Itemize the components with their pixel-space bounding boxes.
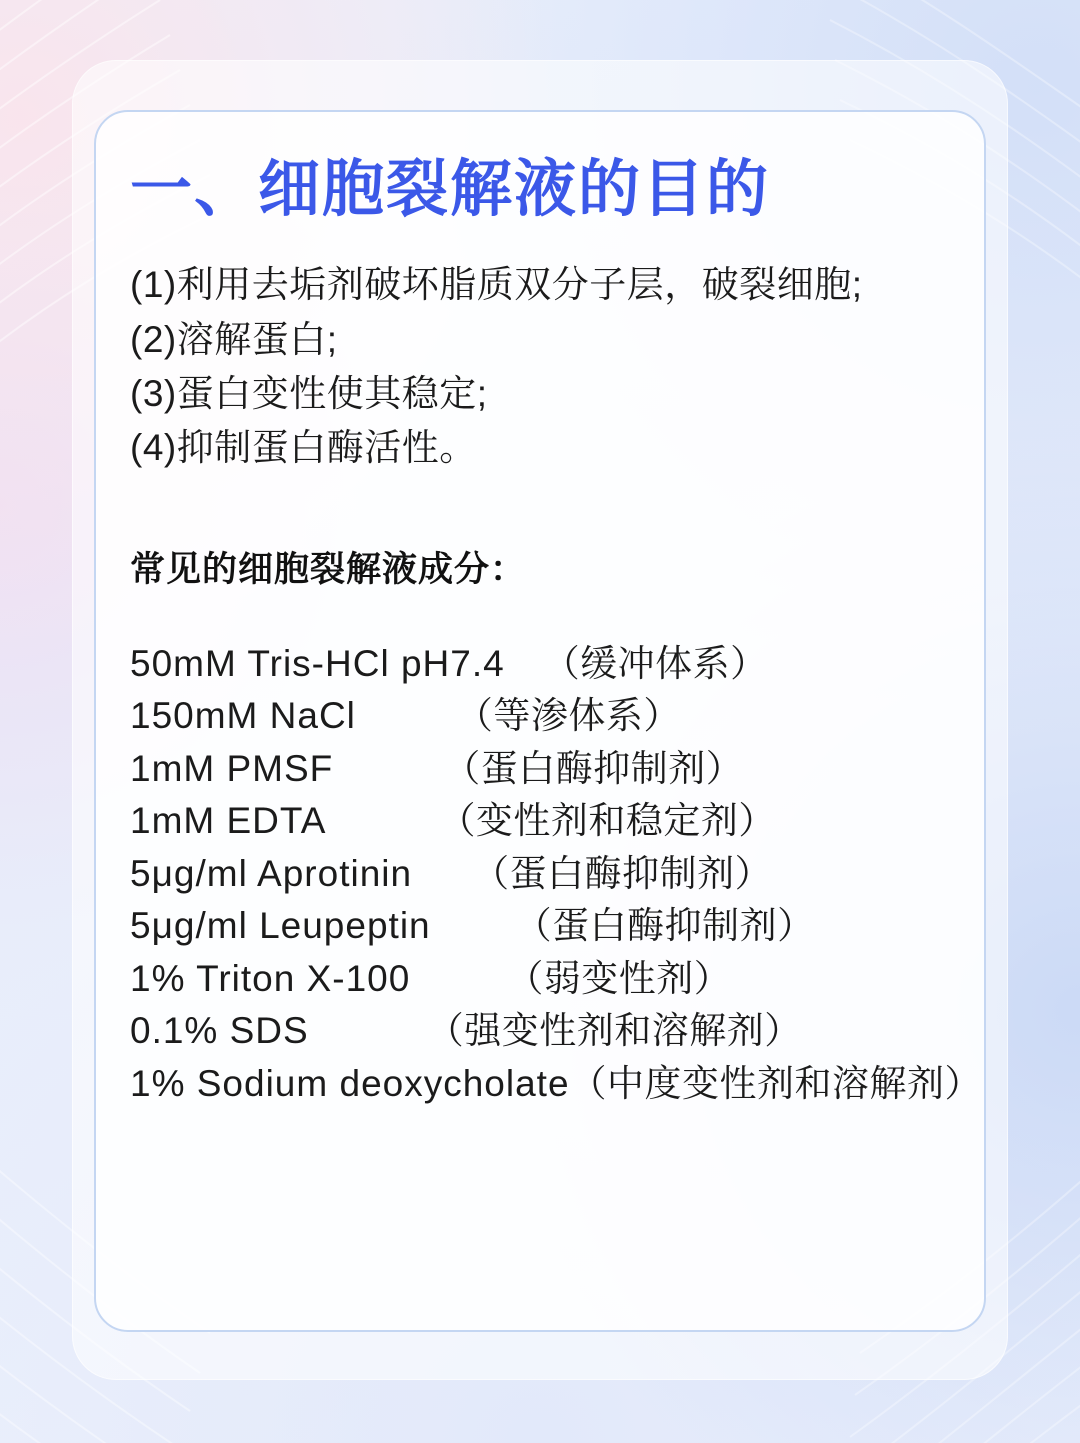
component-name: 50mM Tris-HCl pH7.4 (130, 642, 505, 684)
component-note: （强变性剂和溶解剂） (426, 1010, 802, 1052)
list-item: (1)利用去垢剂破坏脂质双分子层，破裂细胞; (130, 264, 863, 306)
list-item: (3)蛋白变性使其稳定; (130, 372, 488, 414)
page-title: 一、细胞裂解液的目的 (130, 156, 771, 224)
component-name: 1mM PMSF (130, 747, 334, 789)
components-list (130, 638, 983, 1111)
component-row (130, 690, 950, 743)
component-note: （弱变性剂） (506, 957, 732, 999)
list-item: (4)抑制蛋白酶活性。 (130, 427, 477, 469)
component-row (130, 1005, 950, 1058)
component-note: （蛋白酶抑制剂） (472, 852, 773, 894)
component-row (130, 795, 950, 848)
component-name: 5μg/ml Leupeptin (130, 905, 431, 947)
purpose-list (130, 258, 950, 476)
component-row (130, 638, 950, 691)
component-name: 1mM EDTA (130, 800, 327, 842)
components-subheading: 常见的细胞裂解液成分： (130, 549, 527, 589)
component-name: 1% Sodium deoxycholate (130, 1062, 570, 1104)
component-row (130, 743, 950, 796)
component-row (130, 1058, 983, 1111)
component-note: （等渗体系） (455, 695, 681, 737)
component-note: （缓冲体系） (542, 642, 768, 684)
component-name: 0.1% SDS (130, 1010, 309, 1052)
component-note: （中度变性剂和溶解剂） (569, 1062, 983, 1104)
component-note: （变性剂和稳定剂） (438, 800, 776, 842)
card-content (96, 112, 984, 1110)
component-row (130, 848, 950, 901)
list-item: (2)溶解蛋白; (130, 318, 338, 360)
component-row (130, 953, 950, 1006)
component-note: （蛋白酶抑制剂） (514, 905, 815, 947)
content-card-outer (72, 60, 1008, 1380)
component-note: （蛋白酶抑制剂） (443, 747, 744, 789)
component-name: 5μg/ml Aprotinin (130, 852, 413, 894)
component-row (130, 900, 950, 953)
component-name: 150mM NaCl (130, 695, 356, 737)
content-card (94, 110, 986, 1332)
component-name: 1% Triton X-100 (130, 957, 411, 999)
